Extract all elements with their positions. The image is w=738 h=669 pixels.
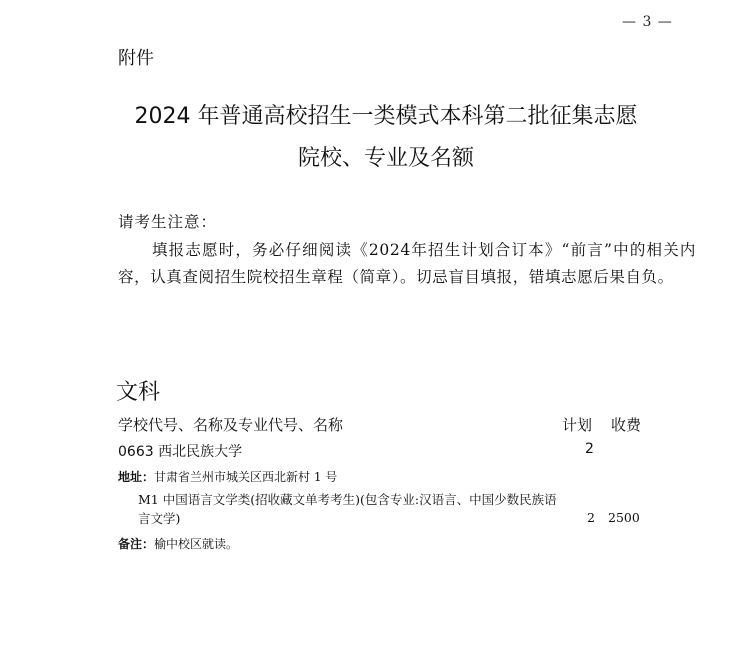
major-entry: M1 中国语言文学类(招收藏文单考考生)(包含专业:汉语言、中国少数民族语言文学) <box>138 492 557 526</box>
school-plan: 2 <box>585 441 594 457</box>
column-header-plan: 计划 <box>562 416 593 434</box>
address-label: 地址： <box>118 470 155 484</box>
major-fee: 2500 <box>608 510 640 525</box>
document-title-line-2: 院校、专业及名额 <box>297 146 474 171</box>
school-remark <box>118 535 238 552</box>
attachment-label: 附件 <box>118 48 154 69</box>
section-heading: 文科 <box>116 380 161 405</box>
remark-value: 榆中校区就读。 <box>154 537 239 551</box>
school-address <box>118 468 337 485</box>
page-number: — 3 — <box>622 14 673 30</box>
major-plan: 2 <box>587 510 595 525</box>
address-value: 甘肃省兰州市城关区西北新村 1 号 <box>154 470 338 484</box>
document-title-line-1: 2024 年普通高校招生一类模式本科第二批征集志愿 <box>134 104 638 129</box>
remark-label: 备注： <box>118 537 155 551</box>
notice-body: 填报志愿时，务必仔细阅读《2024年招生计划合订本》“前言”中的相关内容，认真查阅招生院校招生章程（简章）。切忌盲目填报，错填志愿后果自负。 <box>118 241 696 286</box>
column-header-name: 学校代号、名称及专业代号、名称 <box>118 416 344 434</box>
school-code-name: 0663 西北民族大学 <box>118 444 243 460</box>
notice-heading: 请考生注意： <box>118 213 218 231</box>
column-header-fee: 收费 <box>611 416 642 434</box>
